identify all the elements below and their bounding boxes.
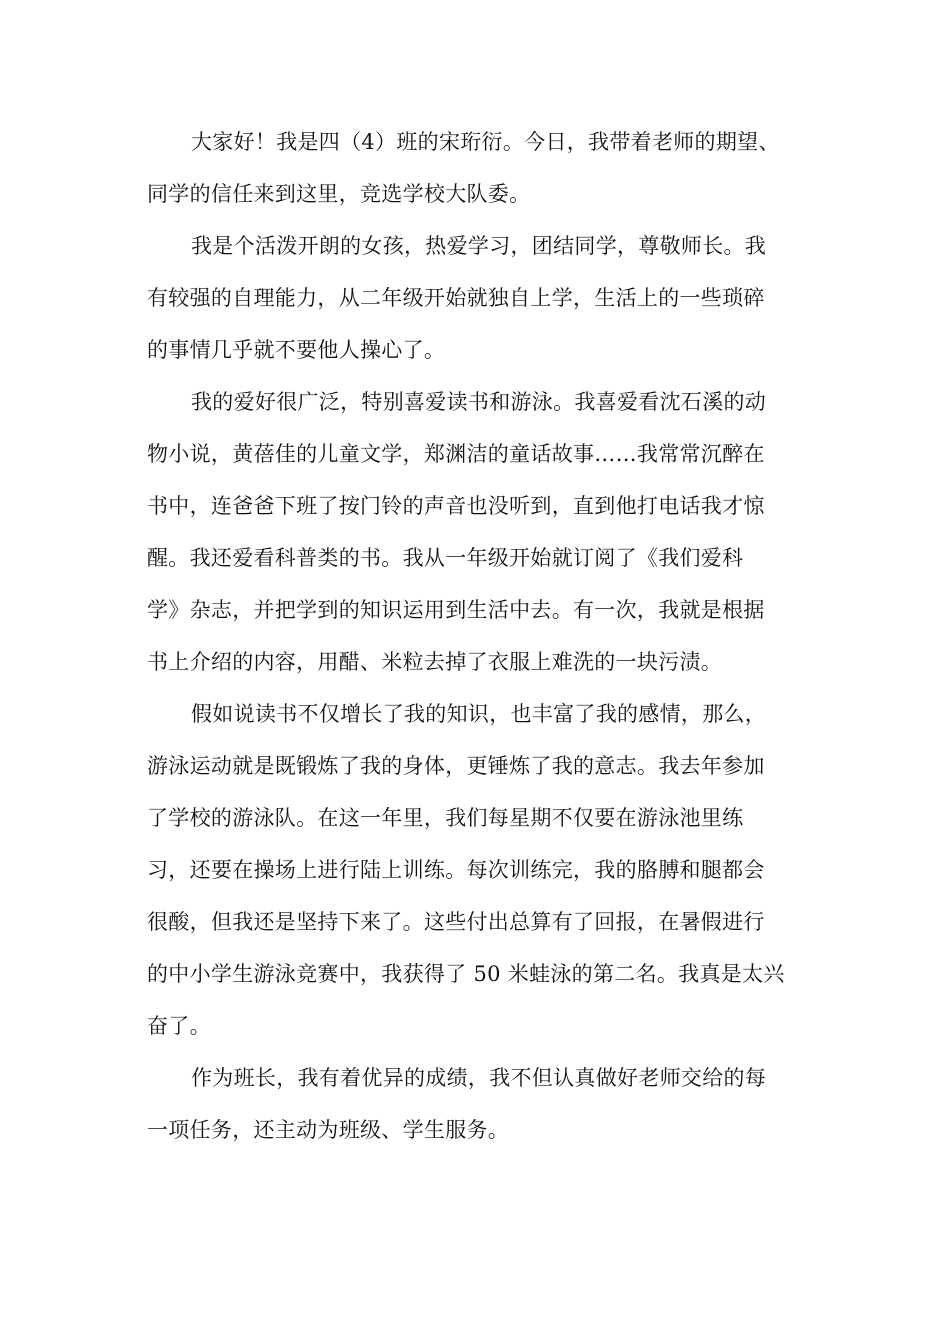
text-line: 假如说读书不仅增长了我的知识，也丰富了我的感情，那么， [191, 702, 767, 726]
text-line: 我是个活泼开朗的女孩，热爱学习，团结同学，尊敬师长。我 [191, 234, 767, 258]
text-line: 物小说，黄蓓佳的儿童文学，郑渊洁的童话故事……我常常沉醉在 [147, 442, 765, 466]
text-line: 一项任务，还主动为班级、学生服务。 [147, 1118, 510, 1142]
text-line: 学》杂志，并把学到的知识运用到生活中去。有一次，我就是根据 [147, 598, 765, 622]
text-line: 奋了。 [147, 1014, 211, 1038]
text-line: 同学的信任来到这里，竞选学校大队委。 [147, 182, 531, 206]
text-line: 很酸，但我还是坚持下来了。这些付出总算有了回报，在暑假进行 [147, 910, 765, 934]
text-line: 书上介绍的内容，用醋、米粒去掉了衣服上难洗的一块污渍。 [147, 650, 723, 674]
text-line: 的中小学生游泳竞赛中，我获得了 50 米蛙泳的第二名。我真是太兴 [147, 962, 785, 986]
text-line: 书中，连爸爸下班了按门铃的声音也没听到，直到他打电话我才惊 [147, 494, 765, 518]
text-line: 了学校的游泳队。在这一年里，我们每星期不仅要在游泳池里练 [147, 806, 744, 830]
text-line: 习，还要在操场上进行陆上训练。每次训练完，我的胳膊和腿都会 [147, 858, 765, 882]
paragraph [147, 116, 807, 220]
text-line: 醒。我还爱看科普类的书。我从一年级开始就订阅了《我们爱科 [147, 546, 744, 570]
paragraph [147, 376, 807, 688]
text-line: 大家好！我是四（4）班的宋珩衍。今日，我带着老师的期望、 [191, 130, 780, 154]
text-line: 有较强的自理能力，从二年级开始就独自上学，生活上的一些琐碎 [147, 286, 765, 310]
paragraph [147, 1052, 807, 1156]
text-line: 我的爱好很广泛，特别喜爱读书和游泳。我喜爱看沈石溪的动 [191, 390, 767, 414]
document-body [147, 116, 807, 1156]
text-line: 游泳运动就是既锻炼了我的身体，更锤炼了我的意志。我去年参加 [147, 754, 765, 778]
paragraph [147, 688, 807, 1052]
text-line: 的事情几乎就不要他人操心了。 [147, 338, 446, 362]
paragraph [147, 220, 807, 376]
text-line: 作为班长，我有着优异的成绩，我不但认真做好老师交给的每 [191, 1066, 767, 1090]
